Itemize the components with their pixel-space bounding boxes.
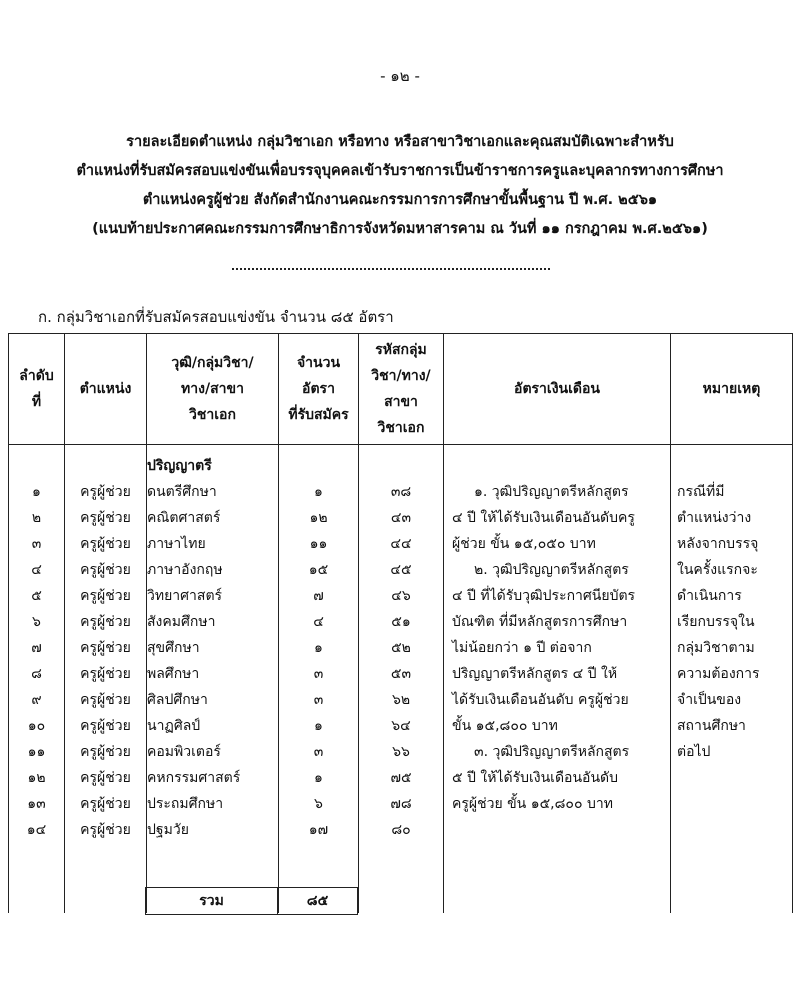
row-quota: ๓ — [313, 744, 324, 760]
row-no: ๔ — [31, 562, 42, 578]
row-position: ครูผู้ช่วย — [80, 666, 131, 682]
row-position: ครูผู้ช่วย — [80, 640, 131, 656]
row-major: พลศึกษา — [147, 666, 200, 682]
header-text: สาขา — [384, 394, 418, 410]
row-no: ๑๒ — [27, 770, 46, 786]
header-code — [359, 334, 444, 445]
row-no: ๕ — [31, 588, 42, 604]
salary-line: ขั้น ๑๕,๘๐๐ บาท — [452, 718, 558, 734]
header-text: วิชาเอก — [377, 420, 425, 436]
header-remark — [671, 334, 793, 445]
row-no: ๑๔ — [26, 822, 47, 838]
total-value: ๘๕ — [277, 887, 358, 915]
remark-line: กรณีที่มี — [677, 484, 725, 500]
salary-line: ไม่น้อยกว่า ๑ ปี ต่อจาก — [452, 640, 592, 656]
header-text: จำนวน — [296, 355, 341, 371]
header-text: วิชาเอก — [189, 407, 236, 423]
header-text: วิชา/ทาง/ — [371, 368, 431, 384]
row-major: ปฐมวัย — [147, 822, 189, 838]
row-major: ภาษาไทย — [147, 536, 206, 552]
header-text: ทาง/สาขา — [181, 381, 244, 397]
header-line-1: รายละเอียดตำแหน่ง กลุ่มวิชาเอก หรือทาง หรือสาขาวิชาเอกและคุณสมบัติเฉพาะสำหรับ — [126, 134, 674, 150]
row-major: ภาษาอังกฤษ — [147, 562, 223, 578]
row-quota: ๗ — [313, 588, 324, 604]
row-major: คหกรรมศาสตร์ — [147, 770, 241, 786]
salary-line: บัณฑิต ที่มีหลักสูตรการศึกษา — [452, 614, 628, 630]
row-code: ๖๖ — [392, 744, 410, 760]
header-line-4: (แนบท้ายประกาศคณะกรรมการศึกษาธิการจังหวัดมหาสารคาม ณ วันที่ ๑๑ กรกฎาคม พ.ศ.๒๕๖๑) — [92, 221, 708, 237]
total-label: รวม — [145, 887, 278, 915]
salary-line: ผู้ช่วย ขั้น ๑๕,๐๕๐ บาท — [452, 536, 596, 552]
header-text: ที่รับสมัคร — [288, 407, 349, 423]
row-quota: ๓ — [313, 692, 324, 708]
row-position: ครูผู้ช่วย — [80, 510, 131, 526]
header-text: วุฒิ/กลุ่มวิชา/ — [171, 355, 254, 371]
row-quota: ๑๗ — [308, 822, 329, 838]
row-position: ครูผู้ช่วย — [80, 562, 131, 578]
col-major — [147, 445, 279, 914]
row-code: ๔๓ — [390, 510, 412, 526]
row-no: ๖ — [32, 614, 41, 630]
table-body-row — [9, 445, 793, 914]
row-quota: ๑๒ — [309, 510, 328, 526]
header-text: หมายเหตุ — [702, 381, 761, 397]
header-text: อัตราเงินเดือน — [514, 381, 600, 397]
header-line-3: ตำแหน่งครูผู้ช่วย สังกัดสำนักงานคณะกรรมการการศึกษาขั้นพื้นฐาน ปี พ.ศ. ๒๕๖๑ — [142, 192, 658, 208]
row-no: ๑๑ — [27, 744, 46, 760]
row-position: ครูผู้ช่วย — [80, 796, 131, 812]
col-position — [65, 445, 147, 914]
row-quota: ๔ — [313, 614, 324, 630]
header-text: อัตรา — [302, 381, 335, 397]
row-quota: ๑๕ — [308, 562, 329, 578]
remark-line: จำเป็นของ — [677, 692, 742, 708]
salary-line: ๔ ปี ที่ได้รับวุฒิประกาศนียบัตร — [452, 588, 636, 604]
salary-line: ครูผู้ช่วย ขั้น ๑๕,๘๐๐ บาท — [452, 796, 613, 812]
row-quota: ๓ — [313, 666, 324, 682]
col-quota — [279, 445, 359, 914]
row-major: ประถมศึกษา — [147, 796, 224, 812]
row-position: ครูผู้ช่วย — [80, 692, 131, 708]
remark-line: ในครั้งแรกจะ — [677, 562, 758, 578]
row-position: ครูผู้ช่วย — [80, 614, 131, 630]
header-text: ตำแหน่ง — [79, 381, 132, 397]
row-code: ๗๕ — [390, 770, 412, 786]
table-header-row — [9, 334, 793, 445]
positions-table — [8, 333, 793, 913]
row-quota: ๑๑ — [309, 536, 328, 552]
row-major: ดนตรีศึกษา — [147, 484, 217, 500]
salary-line: ๓. วุฒิปริญญาตรีหลักสูตร — [474, 744, 630, 760]
remark-line: สถานศึกษา — [677, 718, 746, 734]
remark-line: ตำแหน่งว่าง — [677, 510, 752, 526]
salary-line: ๕ ปี ให้ได้รับเงินเดือนอันดับ — [452, 770, 618, 786]
remark-line: เรียกบรรจุใน — [677, 614, 755, 630]
row-no: ๑๐ — [27, 718, 46, 734]
row-no: ๘ — [31, 666, 42, 682]
salary-line: ๔ ปี ให้ได้รับเงินเดือนอันดับครู — [452, 510, 635, 526]
row-position: ครูผู้ช่วย — [80, 588, 131, 604]
remark-line: ความต้องการ — [677, 666, 760, 682]
row-major: ศิลปศึกษา — [147, 692, 208, 708]
header-major — [147, 334, 279, 445]
header-position — [65, 334, 147, 445]
row-code: ๕๑ — [391, 614, 411, 630]
row-no: ๑ — [32, 484, 41, 500]
remark-line: ต่อไป — [677, 744, 711, 760]
row-quota: ๑ — [314, 770, 323, 786]
row-no: ๓ — [31, 536, 42, 552]
row-code: ๔๔ — [390, 536, 412, 552]
row-code: ๗๘ — [390, 796, 412, 812]
row-position: ครูผู้ช่วย — [80, 718, 131, 734]
col-remark — [671, 445, 793, 914]
col-salary — [444, 445, 671, 914]
header-line-2: ตำแหน่งที่รับสมัครสอบแข่งขันเพื่อบรรจุบุคคลเข้ารับราชการเป็นข้าราชการครูและบุคลากรทางการศึกษา — [76, 163, 724, 179]
remark-line: กลุ่มวิชาตาม — [677, 640, 755, 656]
header-text: รหัสกลุ่ม — [375, 342, 427, 358]
row-major: วิทยาศาสตร์ — [147, 588, 223, 604]
row-no: ๗ — [31, 640, 42, 656]
header-no — [9, 334, 65, 445]
row-no: ๑๓ — [27, 796, 46, 812]
remark-line: ดำเนินการ — [677, 588, 742, 604]
row-major: สุขศึกษา — [147, 640, 200, 656]
row-code: ๘๐ — [391, 822, 411, 838]
row-position: ครูผู้ช่วย — [80, 822, 131, 838]
row-quota: ๑ — [314, 640, 323, 656]
row-code: ๖๔ — [391, 718, 411, 734]
row-code: ๔๕ — [390, 562, 412, 578]
degree-heading: ปริญญาตรี — [147, 458, 212, 474]
page-number: - ๑๒ - — [380, 67, 420, 85]
remark-line: หลังจากบรรจุ — [677, 536, 759, 552]
salary-line: ได้รับเงินเดือนอันดับ ครูผู้ช่วย — [452, 692, 629, 708]
row-code: ๓๘ — [390, 484, 412, 500]
section-title: ก. กลุ่มวิชาเอกที่รับสมัครสอบแข่งขัน จำนวน ๘๕ อัตรา — [38, 308, 394, 326]
row-position: ครูผู้ช่วย — [80, 770, 131, 786]
document-header — [0, 128, 800, 244]
row-no: ๙ — [31, 692, 42, 708]
row-position: ครูผู้ช่วย — [80, 744, 131, 760]
row-no: ๒ — [31, 510, 42, 526]
salary-line: ปริญญาตรีหลักสูตร ๔ ปี ให้ — [452, 666, 618, 682]
salary-line: ๒. วุฒิปริญญาตรีหลักสูตร — [474, 562, 629, 578]
row-position: ครูผู้ช่วย — [80, 484, 131, 500]
header-text: ลำดับ — [19, 368, 54, 384]
row-code: ๖๒ — [391, 692, 411, 708]
row-major: คณิตศาสตร์ — [147, 510, 221, 526]
header-text: ที่ — [31, 394, 42, 410]
row-major: คอมพิวเตอร์ — [147, 744, 221, 760]
row-position: ครูผู้ช่วย — [80, 536, 131, 552]
row-code: ๕๒ — [391, 640, 411, 656]
row-major: สังคมศึกษา — [147, 614, 216, 630]
header-salary — [444, 334, 671, 445]
row-major: นาฏศิลป์ — [147, 718, 201, 734]
row-code: ๕๓ — [390, 666, 412, 682]
col-code — [359, 445, 444, 914]
dotted-divider — [232, 268, 550, 270]
row-quota: ๑ — [314, 484, 323, 500]
row-code: ๔๖ — [391, 588, 411, 604]
row-quota: ๖ — [314, 796, 323, 812]
row-quota: ๑ — [314, 718, 323, 734]
col-no — [9, 445, 65, 914]
header-quota — [279, 334, 359, 445]
salary-line: ๑. วุฒิปริญญาตรีหลักสูตร — [474, 484, 629, 500]
